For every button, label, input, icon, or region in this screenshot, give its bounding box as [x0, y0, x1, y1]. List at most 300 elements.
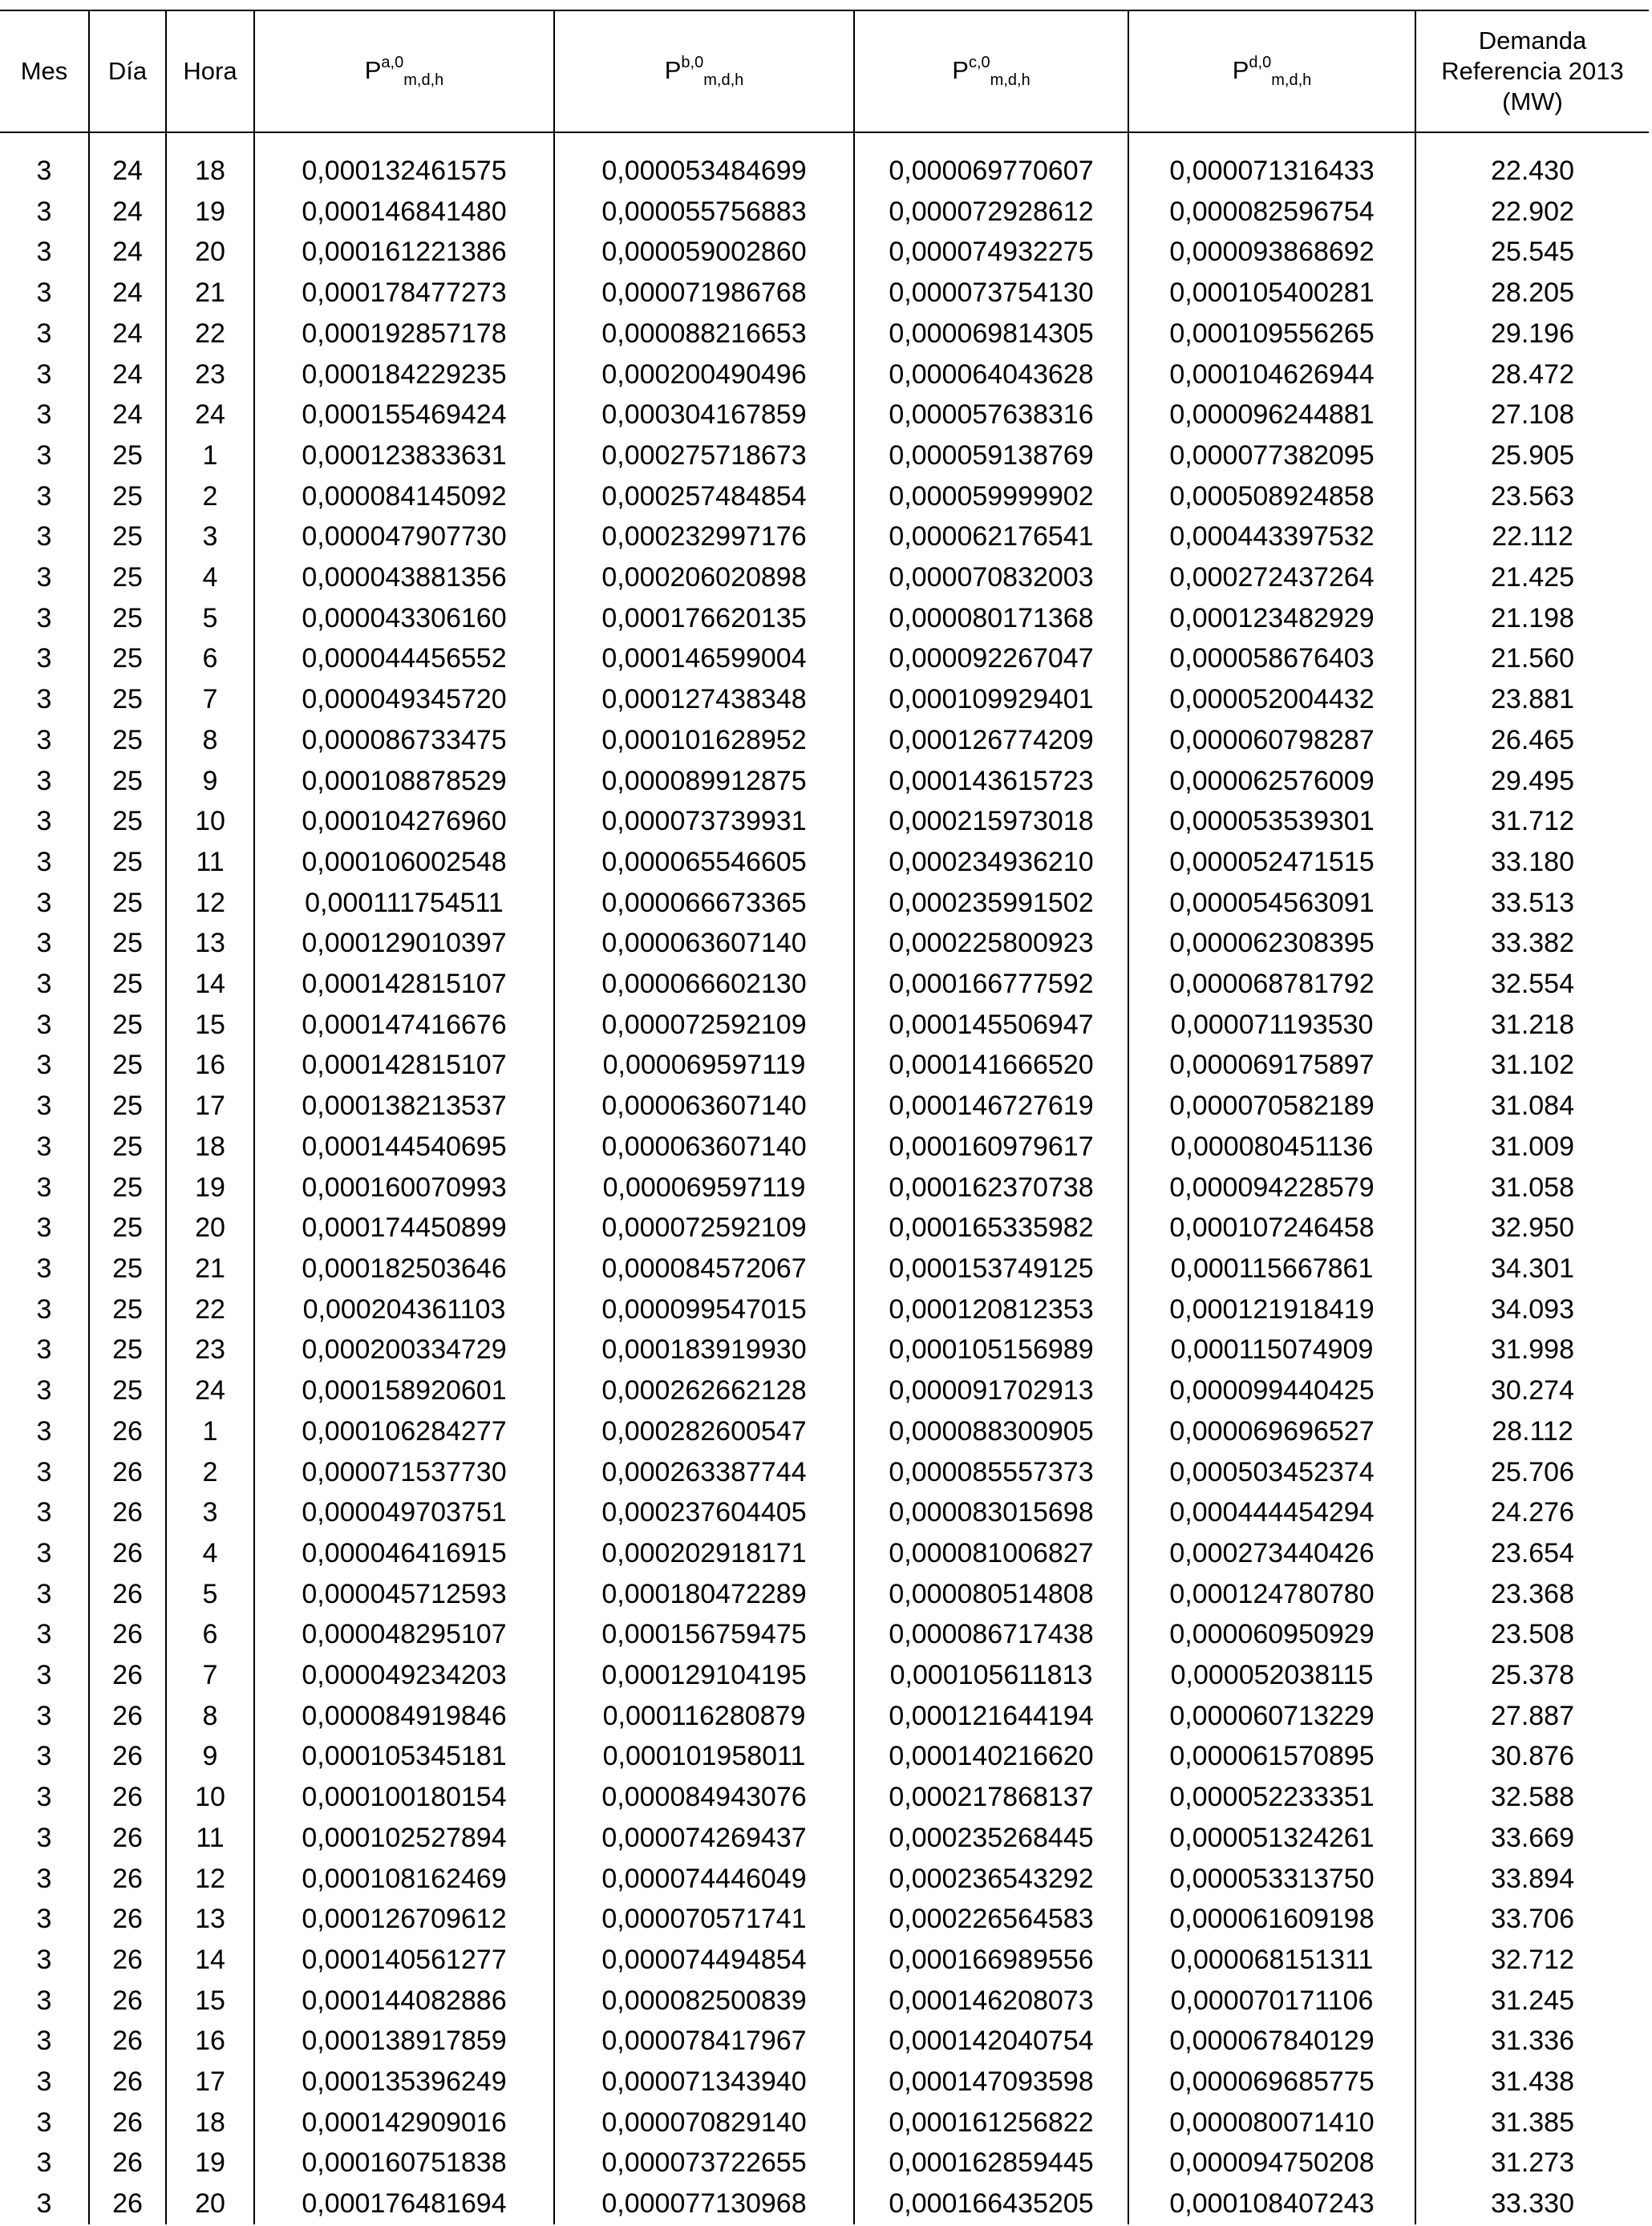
cell-dia: 26 — [89, 1696, 166, 1737]
table-row — [0, 476, 1649, 517]
table-row — [0, 1127, 1649, 1168]
cell-demanda: 23.508 — [1415, 1614, 1649, 1655]
cell-hora: 5 — [166, 1574, 254, 1615]
cell-hora: 16 — [166, 1045, 254, 1086]
cell-pb: 0,000074446049 — [554, 1859, 854, 1900]
cell-pd: 0,000094228579 — [1128, 1168, 1415, 1208]
cell-pb: 0,000073722655 — [554, 2143, 854, 2184]
cell-mes: 3 — [36, 1537, 52, 1568]
cell-dia: 24 — [89, 132, 166, 192]
cell-pa: 0,000142815107 — [254, 1045, 554, 1086]
cell-pd: 0,000273440426 — [1128, 1533, 1415, 1574]
cell-pd: 0,000061609198 — [1128, 1899, 1415, 1940]
cell-pd: 0,000052038115 — [1128, 1655, 1415, 1696]
cell-pc: 0,000073754130 — [854, 273, 1128, 314]
cell-mes: 3 — [36, 2107, 52, 2138]
cell-mes: 3 — [36, 1415, 52, 1447]
cell-demanda: 25.706 — [1415, 1452, 1649, 1493]
cell-mes: 3 — [36, 1741, 52, 1772]
cell-dia: 26 — [89, 1411, 166, 1452]
cell-hora: 24 — [166, 395, 254, 435]
header-dia: Día — [89, 10, 166, 132]
cell-pa: 0,000161221386 — [254, 232, 554, 273]
cell-demanda: 21.560 — [1415, 638, 1649, 679]
cell-mes: 3 — [36, 846, 52, 877]
cell-hora: 17 — [166, 1086, 254, 1127]
cell-hora: 19 — [166, 2143, 254, 2184]
cell-demanda: 30.876 — [1415, 1736, 1649, 1777]
cell-hora: 9 — [166, 1736, 254, 1777]
cell-dia: 24 — [89, 354, 166, 395]
cell-dia: 26 — [89, 1981, 166, 2022]
cell-pb: 0,000063607140 — [554, 1127, 854, 1168]
cell-demanda: 27.108 — [1415, 395, 1649, 435]
cell-pc: 0,000162859445 — [854, 2143, 1128, 2184]
cell-demanda: 33.382 — [1415, 923, 1649, 964]
cell-pa: 0,000174450899 — [254, 1208, 554, 1249]
cell-demanda: 25.905 — [1415, 435, 1649, 476]
cell-pd: 0,000109556265 — [1128, 314, 1415, 354]
cell-pc: 0,000226564583 — [854, 1899, 1128, 1940]
cell-dia: 25 — [89, 1168, 166, 1208]
cell-hora: 14 — [166, 964, 254, 1005]
cell-hora: 10 — [166, 801, 254, 842]
cell-demanda: 32.588 — [1415, 1777, 1649, 1818]
cell-pc: 0,000225800923 — [854, 923, 1128, 964]
cell-pc: 0,000147093598 — [854, 2062, 1128, 2103]
cell-mes: 3 — [36, 2147, 52, 2179]
cell-mes: 3 — [36, 2066, 52, 2098]
cell-pc: 0,000143615723 — [854, 761, 1128, 802]
cell-pc: 0,000069770607 — [854, 132, 1128, 192]
cell-pd: 0,000070582189 — [1128, 1086, 1415, 1127]
header-hora: Hora — [166, 10, 254, 132]
table-row — [0, 273, 1649, 314]
cell-pb: 0,000304167859 — [554, 395, 854, 435]
cell-pa: 0,000144540695 — [254, 1127, 554, 1168]
cell-hora: 20 — [166, 232, 254, 273]
cell-pc: 0,000070832003 — [854, 557, 1128, 598]
cell-dia: 25 — [89, 1249, 166, 1289]
cell-pd: 0,000068781792 — [1128, 964, 1415, 1005]
cell-mes: 3 — [36, 1009, 52, 1040]
cell-mes: 3 — [36, 1944, 52, 1975]
cell-hora: 3 — [166, 1492, 254, 1533]
cell-hora: 8 — [166, 720, 254, 761]
cell-pc: 0,000069814305 — [854, 314, 1128, 354]
cell-pa: 0,000043306160 — [254, 598, 554, 639]
cell-mes: 3 — [36, 1091, 52, 1122]
cell-mes: 3 — [36, 399, 52, 431]
cell-dia: 25 — [89, 1208, 166, 1249]
cell-mes: 3 — [36, 1863, 52, 1894]
cell-pa: 0,000084919846 — [254, 1696, 554, 1737]
table-row — [0, 1289, 1649, 1330]
table-row — [0, 1330, 1649, 1370]
cell-pa: 0,000108878529 — [254, 761, 554, 802]
cell-pa: 0,000049234203 — [254, 1655, 554, 1696]
table-row — [0, 883, 1649, 924]
cell-pa: 0,000111754511 — [254, 883, 554, 924]
header-mes: Mes — [0, 10, 89, 132]
table-row — [0, 1370, 1649, 1411]
cell-demanda: 28.472 — [1415, 354, 1649, 395]
cell-demanda: 28.112 — [1415, 1411, 1649, 1452]
cell-pb: 0,000116280879 — [554, 1696, 854, 1737]
cell-pb: 0,000072592109 — [554, 1208, 854, 1249]
cell-pc: 0,000064043628 — [854, 354, 1128, 395]
cell-pd: 0,000104626944 — [1128, 354, 1415, 395]
table-row — [0, 679, 1649, 720]
cell-demanda: 33.706 — [1415, 1899, 1649, 1940]
cell-hora: 12 — [166, 883, 254, 924]
cell-mes: 3 — [36, 156, 52, 186]
cell-pa: 0,000049703751 — [254, 1492, 554, 1533]
cell-dia: 26 — [89, 1452, 166, 1493]
cell-dia: 25 — [89, 638, 166, 679]
table-row — [0, 1045, 1649, 1086]
table-row — [0, 192, 1649, 233]
cell-pa: 0,000176481694 — [254, 2184, 554, 2224]
table-row — [0, 1249, 1649, 1289]
cell-pa: 0,000182503646 — [254, 1249, 554, 1289]
cell-pa: 0,000138917859 — [254, 2021, 554, 2062]
cell-hora: 23 — [166, 1330, 254, 1370]
cell-pb: 0,000074494854 — [554, 1940, 854, 1981]
cell-pa: 0,000138213537 — [254, 1086, 554, 1127]
cell-pa: 0,000147416676 — [254, 1005, 554, 1046]
cell-dia: 26 — [89, 1940, 166, 1981]
cell-hora: 24 — [166, 1370, 254, 1411]
cell-pb: 0,000282600547 — [554, 1411, 854, 1452]
cell-pd: 0,000068151311 — [1128, 1940, 1415, 1981]
cell-pa: 0,000126709612 — [254, 1899, 554, 1940]
cell-pc: 0,000105611813 — [854, 1655, 1128, 1696]
cell-pa: 0,000160751838 — [254, 2143, 554, 2184]
cell-pc: 0,000083015698 — [854, 1492, 1128, 1533]
cell-pd: 0,000115074909 — [1128, 1330, 1415, 1370]
cell-demanda: 33.513 — [1415, 883, 1649, 924]
cell-pd: 0,000069175897 — [1128, 1045, 1415, 1086]
cell-pa: 0,000047907730 — [254, 516, 554, 557]
cell-hora: 14 — [166, 1940, 254, 1981]
cell-pd: 0,000060713229 — [1128, 1696, 1415, 1737]
cell-mes: 3 — [36, 1985, 52, 2016]
cell-hora: 23 — [166, 354, 254, 395]
cell-pa: 0,000100180154 — [254, 1777, 554, 1818]
table-row — [0, 1736, 1649, 1777]
cell-mes: 3 — [36, 765, 52, 796]
cell-pa: 0,000044456552 — [254, 638, 554, 679]
cell-pa: 0,000108162469 — [254, 1859, 554, 1900]
cell-mes: 3 — [36, 1334, 52, 1366]
cell-pb: 0,000183919930 — [554, 1330, 854, 1370]
cell-dia: 26 — [89, 1899, 166, 1940]
cell-hora: 11 — [166, 1818, 254, 1859]
cell-pc: 0,000080171368 — [854, 598, 1128, 639]
cell-pd: 0,000272437264 — [1128, 557, 1415, 598]
cell-dia: 25 — [89, 1127, 166, 1168]
cell-pd: 0,000503452374 — [1128, 1452, 1415, 1493]
cell-pa: 0,000142815107 — [254, 964, 554, 1005]
cell-hora: 1 — [166, 1411, 254, 1452]
cell-dia: 25 — [89, 679, 166, 720]
cell-mes: 3 — [36, 1131, 52, 1162]
cell-mes: 3 — [36, 1578, 52, 1609]
cell-demanda: 30.274 — [1415, 1370, 1649, 1411]
cell-mes: 3 — [36, 562, 52, 593]
cell-mes: 3 — [36, 1700, 52, 1731]
cell-dia: 25 — [89, 557, 166, 598]
cell-demanda: 28.205 — [1415, 273, 1649, 314]
cell-dia: 25 — [89, 801, 166, 842]
table-row — [0, 1005, 1649, 1046]
cell-pb: 0,000069597119 — [554, 1168, 854, 1208]
cell-dia: 25 — [89, 720, 166, 761]
cell-demanda: 23.654 — [1415, 1533, 1649, 1574]
cell-hora: 3 — [166, 516, 254, 557]
cell-pc: 0,000166777592 — [854, 964, 1128, 1005]
cell-mes: 3 — [36, 602, 52, 633]
cell-demanda: 31.084 — [1415, 1086, 1649, 1127]
cell-demanda: 31.058 — [1415, 1168, 1649, 1208]
table-row — [0, 1614, 1649, 1655]
cell-mes: 3 — [36, 2026, 52, 2057]
table-row — [0, 1452, 1649, 1493]
cell-pd: 0,000053313750 — [1128, 1859, 1415, 1900]
table-row — [0, 232, 1649, 273]
cell-dia: 25 — [89, 435, 166, 476]
cell-mes: 3 — [36, 358, 52, 390]
cell-dia: 25 — [89, 1005, 166, 1046]
cell-mes: 3 — [36, 1375, 52, 1406]
cell-pb: 0,000070571741 — [554, 1899, 854, 1940]
cell-pa: 0,000132461575 — [254, 132, 554, 192]
table-row — [0, 2103, 1649, 2143]
cell-dia: 24 — [89, 192, 166, 233]
cell-hora: 2 — [166, 1452, 254, 1493]
cell-hora: 13 — [166, 1899, 254, 1940]
cell-demanda: 23.881 — [1415, 679, 1649, 720]
header-demanda: Demanda Referencia 2013 (MW) — [1415, 10, 1649, 132]
cell-pd: 0,000067840129 — [1128, 2021, 1415, 2062]
cell-hora: 6 — [166, 638, 254, 679]
table-row — [0, 1411, 1649, 1452]
cell-dia: 26 — [89, 1859, 166, 1900]
table-row — [0, 1899, 1649, 1940]
cell-demanda: 34.093 — [1415, 1289, 1649, 1330]
cell-pc: 0,000142040754 — [854, 2021, 1128, 2062]
cell-pa: 0,000144082886 — [254, 1981, 554, 2022]
cell-pd: 0,000108407243 — [1128, 2184, 1415, 2224]
cell-pb: 0,000101958011 — [554, 1736, 854, 1777]
cell-pc: 0,000121644194 — [854, 1696, 1128, 1737]
cell-pd: 0,000062308395 — [1128, 923, 1415, 964]
cell-pd: 0,000052233351 — [1128, 1777, 1415, 1818]
cell-dia: 25 — [89, 761, 166, 802]
table-row — [0, 395, 1649, 435]
cell-dia: 26 — [89, 2143, 166, 2184]
cell-demanda: 23.368 — [1415, 1574, 1649, 1615]
cell-hora: 21 — [166, 273, 254, 314]
cell-pa: 0,000129010397 — [254, 923, 554, 964]
table-row — [0, 1655, 1649, 1696]
cell-pd: 0,000124780780 — [1128, 1574, 1415, 1615]
cell-pc: 0,000145506947 — [854, 1005, 1128, 1046]
table-row — [0, 638, 1649, 679]
header-pc: P$^{c,0}_{m,d,h}$ — [854, 10, 1128, 132]
cell-hora: 19 — [166, 1168, 254, 1208]
cell-pa: 0,000086733475 — [254, 720, 554, 761]
table-row — [0, 557, 1649, 598]
cell-pc: 0,000153749125 — [854, 1249, 1128, 1289]
table-row — [0, 1818, 1649, 1859]
cell-pc: 0,000092267047 — [854, 638, 1128, 679]
cell-mes: 3 — [36, 887, 52, 918]
cell-hora: 21 — [166, 1249, 254, 1289]
cell-mes: 3 — [36, 1782, 52, 1813]
table-row — [0, 1940, 1649, 1981]
cell-pc: 0,000109929401 — [854, 679, 1128, 720]
cell-pd: 0,000069696527 — [1128, 1411, 1415, 1452]
cell-hora: 6 — [166, 1614, 254, 1655]
cell-pd: 0,000054563091 — [1128, 883, 1415, 924]
cell-pc: 0,000057638316 — [854, 395, 1128, 435]
cell-dia: 26 — [89, 2062, 166, 2103]
cell-pd: 0,000077382095 — [1128, 435, 1415, 476]
cell-pd: 0,000058676403 — [1128, 638, 1415, 679]
table-row — [0, 1086, 1649, 1127]
cell-hora: 18 — [166, 1127, 254, 1168]
cell-pa: 0,000046416915 — [254, 1533, 554, 1574]
cell-mes: 3 — [36, 521, 52, 552]
cell-dia: 25 — [89, 598, 166, 639]
cell-dia: 26 — [89, 2184, 166, 2224]
cell-dia: 25 — [89, 1370, 166, 1411]
table-row — [0, 1859, 1649, 1900]
cell-mes: 3 — [36, 643, 52, 674]
cell-pa: 0,000106284277 — [254, 1411, 554, 1452]
cell-demanda: 27.887 — [1415, 1696, 1649, 1737]
cell-dia: 25 — [89, 1045, 166, 1086]
cell-dia: 25 — [89, 516, 166, 557]
cell-demanda: 32.554 — [1415, 964, 1649, 1005]
cell-pd: 0,000123482929 — [1128, 598, 1415, 639]
cell-pb: 0,000071986768 — [554, 273, 854, 314]
table-row — [0, 964, 1649, 1005]
cell-pd: 0,000062576009 — [1128, 761, 1415, 802]
cell-pd: 0,000107246458 — [1128, 1208, 1415, 1249]
cell-mes: 3 — [36, 969, 52, 1000]
cell-pb: 0,000070829140 — [554, 2103, 854, 2143]
cell-hora: 1 — [166, 435, 254, 476]
cell-pb: 0,000077130968 — [554, 2184, 854, 2224]
cell-dia: 26 — [89, 1818, 166, 1859]
cell-mes: 3 — [36, 806, 52, 837]
cell-pa: 0,000048295107 — [254, 1614, 554, 1655]
table-row — [0, 598, 1649, 639]
cell-pb: 0,000066673365 — [554, 883, 854, 924]
cell-pb: 0,000066602130 — [554, 964, 854, 1005]
cell-hora: 18 — [166, 132, 254, 192]
table-row — [0, 1492, 1649, 1533]
cell-pc: 0,000081006827 — [854, 1533, 1128, 1574]
cell-dia: 26 — [89, 1777, 166, 1818]
cell-pa: 0,000160070993 — [254, 1168, 554, 1208]
cell-demanda: 31.712 — [1415, 801, 1649, 842]
cell-mes: 3 — [36, 1619, 52, 1650]
cell-pd: 0,000508924858 — [1128, 476, 1415, 517]
cell-dia: 24 — [89, 273, 166, 314]
cell-mes: 3 — [36, 684, 52, 715]
table-row — [0, 2062, 1649, 2103]
cell-mes: 3 — [36, 1253, 52, 1284]
cell-pa: 0,000071537730 — [254, 1452, 554, 1493]
cell-pc: 0,000215973018 — [854, 801, 1128, 842]
cell-pa: 0,000135396249 — [254, 2062, 554, 2103]
cell-pb: 0,000176620135 — [554, 598, 854, 639]
cell-pc: 0,000120812353 — [854, 1289, 1128, 1330]
cell-pc: 0,000235991502 — [854, 883, 1128, 924]
cell-mes: 3 — [36, 480, 52, 512]
cell-demanda: 21.198 — [1415, 598, 1649, 639]
cell-dia: 26 — [89, 2103, 166, 2143]
cell-pd: 0,000071193530 — [1128, 1005, 1415, 1046]
cell-mes: 3 — [36, 724, 52, 755]
cell-dia: 24 — [89, 232, 166, 273]
cell-pc: 0,000146727619 — [854, 1086, 1128, 1127]
cell-hora: 12 — [166, 1859, 254, 1900]
header-pd: P$^{d,0}_{m,d,h}$ — [1128, 10, 1415, 132]
cell-pc: 0,000059138769 — [854, 435, 1128, 476]
cell-demanda: 31.438 — [1415, 2062, 1649, 2103]
cell-hora: 9 — [166, 761, 254, 802]
cell-pc: 0,000088300905 — [854, 1411, 1128, 1452]
cell-hora: 2 — [166, 476, 254, 517]
cell-pc: 0,000085557373 — [854, 1452, 1128, 1493]
cell-demanda: 31.102 — [1415, 1045, 1649, 1086]
cell-mes: 3 — [36, 1822, 52, 1853]
cell-dia: 26 — [89, 1736, 166, 1777]
cell-pb: 0,000088216653 — [554, 314, 854, 354]
cell-mes: 3 — [36, 1172, 52, 1203]
cell-hora: 15 — [166, 1981, 254, 2022]
cell-pc: 0,000126774209 — [854, 720, 1128, 761]
cell-pd: 0,000093868692 — [1128, 232, 1415, 273]
cell-dia: 25 — [89, 842, 166, 883]
cell-hora: 16 — [166, 2021, 254, 2062]
cell-pa: 0,000102527894 — [254, 1818, 554, 1859]
cell-demanda: 33.669 — [1415, 1818, 1649, 1859]
cell-pd: 0,000061570895 — [1128, 1736, 1415, 1777]
cell-mes: 3 — [36, 928, 52, 959]
cell-pd: 0,000105400281 — [1128, 273, 1415, 314]
cell-demanda: 29.196 — [1415, 314, 1649, 354]
cell-pb: 0,000071343940 — [554, 2062, 854, 2103]
cell-pa: 0,000204361103 — [254, 1289, 554, 1330]
data-table — [0, 10, 1649, 2224]
cell-pa: 0,000200334729 — [254, 1330, 554, 1370]
cell-mes: 3 — [36, 318, 52, 349]
header-pa: P$^{a,0}_{m,d,h}$ — [254, 10, 554, 132]
cell-pd: 0,000099440425 — [1128, 1370, 1415, 1411]
cell-demanda: 22.430 — [1415, 132, 1649, 192]
table-row — [0, 923, 1649, 964]
cell-pd: 0,000060950929 — [1128, 1614, 1415, 1655]
table-row — [0, 1533, 1649, 1574]
cell-demanda: 32.950 — [1415, 1208, 1649, 1249]
table-row — [0, 314, 1649, 354]
